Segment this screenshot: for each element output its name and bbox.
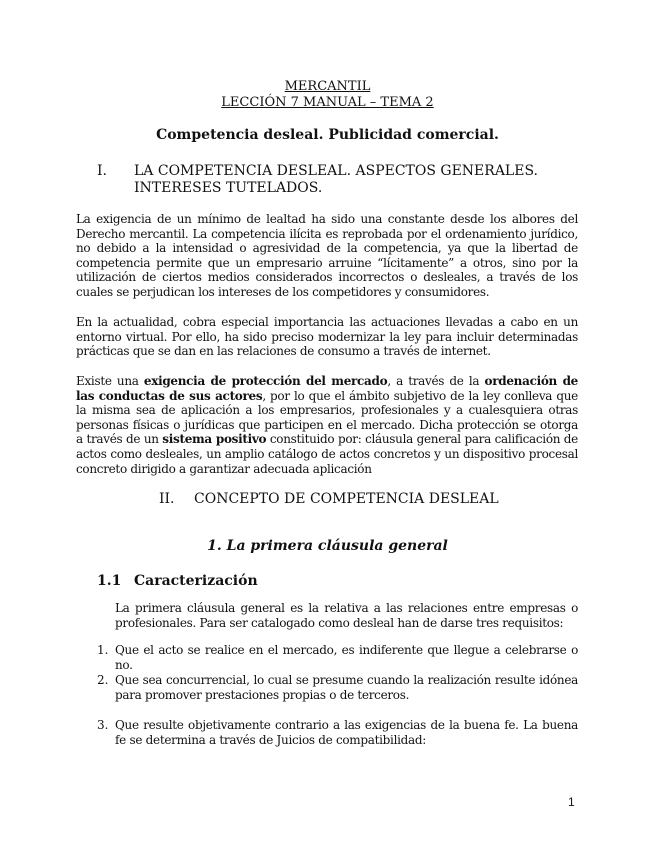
list-item-2-number: 2. bbox=[97, 673, 109, 687]
header-lesson: LECCIÓN 7 MANUAL – TEMA 2 bbox=[221, 95, 434, 110]
list-item-3-number: 3. bbox=[97, 718, 109, 732]
list-item-3-text: Que resulte objetivamente contrario a las exigencias de la buena fe. La buena fe se determina a través de Juicios de compatibilidad: bbox=[115, 718, 578, 747]
document-subtitle: Competencia desleal. Publicidad comercial. bbox=[156, 127, 499, 143]
list-item-2-text: Que sea concurrencial, lo cual se presume cuando la realización resulte idónea para promover prestaciones propias o de terceros. bbox=[115, 673, 578, 702]
section1-title-line2: INTERESES TUTELADOS. bbox=[134, 180, 323, 196]
p3-text-3: , por lo que el ámbito subjetivo de la ley conlleva que la misma sea de aplicación a los empresarios, profesionales y a cualesquiera otras personas físicas o jurídicas que participen en el mercado. Dicha protección se otorga a través de un bbox=[76, 388, 578, 447]
header-subject: MERCANTIL bbox=[284, 79, 371, 94]
section2-number: II. bbox=[159, 491, 175, 507]
p3-text-2: , a través de la bbox=[387, 374, 485, 388]
paragraph-1: La exigencia de un mínimo de lealtad ha sido una constante desde los albores del Derecho mercantil. La competencia ilícita es reprobada por el ordenamiento jurídico, no debido a la intensidad o agresividad de la competencia, ya que la libertad de competencia permite que un empresario arruine “lícitamente” a otros, sino por la utilización de ciertos medios considerados incorrectos o desleales, a través de los cuales se perjudican los intereses de los competidores y consumidores. bbox=[76, 212, 578, 299]
paragraph-3 bbox=[76, 374, 578, 476]
list-item-1-number: 1. bbox=[97, 643, 109, 657]
sub11-title: Caracterización bbox=[134, 573, 258, 589]
section2-title: CONCEPTO DE COMPETENCIA DESLEAL bbox=[194, 491, 499, 507]
p3-bold-2: ordenación de las conductas de sus actores bbox=[76, 374, 579, 403]
p3-text-4: constituido por: cláusula general para calificación de actos como desleales, un amplio catálogo de actos concretos y un dispositivo procesal concreto dirigido a garantizar adecuada aplicación bbox=[76, 432, 578, 476]
paragraph-2: En la actualidad, cobra especial importancia las actuaciones llevadas a cabo en un entorno virtual. Por ello, ha sido preciso modernizar la ley para incluir determinadas prácticas que se dan en las relaciones de consumo a través de internet. bbox=[76, 315, 578, 359]
section1-title-line1: LA COMPETENCIA DESLEAL. ASPECTOS GENERALES. bbox=[134, 163, 538, 179]
paragraph-4: La primera cláusula general es la relativa a las relaciones entre empresas o profesionales. Para ser catalogado como desleal han de darse tres requisitos: bbox=[115, 601, 578, 630]
p3-bold-3: sistema positivo bbox=[162, 432, 267, 447]
sub11-number: 1.1 bbox=[97, 573, 122, 589]
document-header bbox=[0, 79, 655, 111]
section1-number: I. bbox=[97, 163, 107, 179]
page-number: 1 bbox=[568, 795, 575, 809]
section1-title bbox=[134, 163, 578, 197]
list-item-1-text: Que el acto se realice en el mercado, es indiferente que llegue a celebrarse o no. bbox=[115, 643, 578, 672]
p3-bold-1: exigencia de protección del mercado bbox=[143, 374, 388, 388]
subsection-title: 1. La primera cláusula general bbox=[207, 538, 448, 554]
p3-text-1: Existe una bbox=[76, 374, 144, 388]
